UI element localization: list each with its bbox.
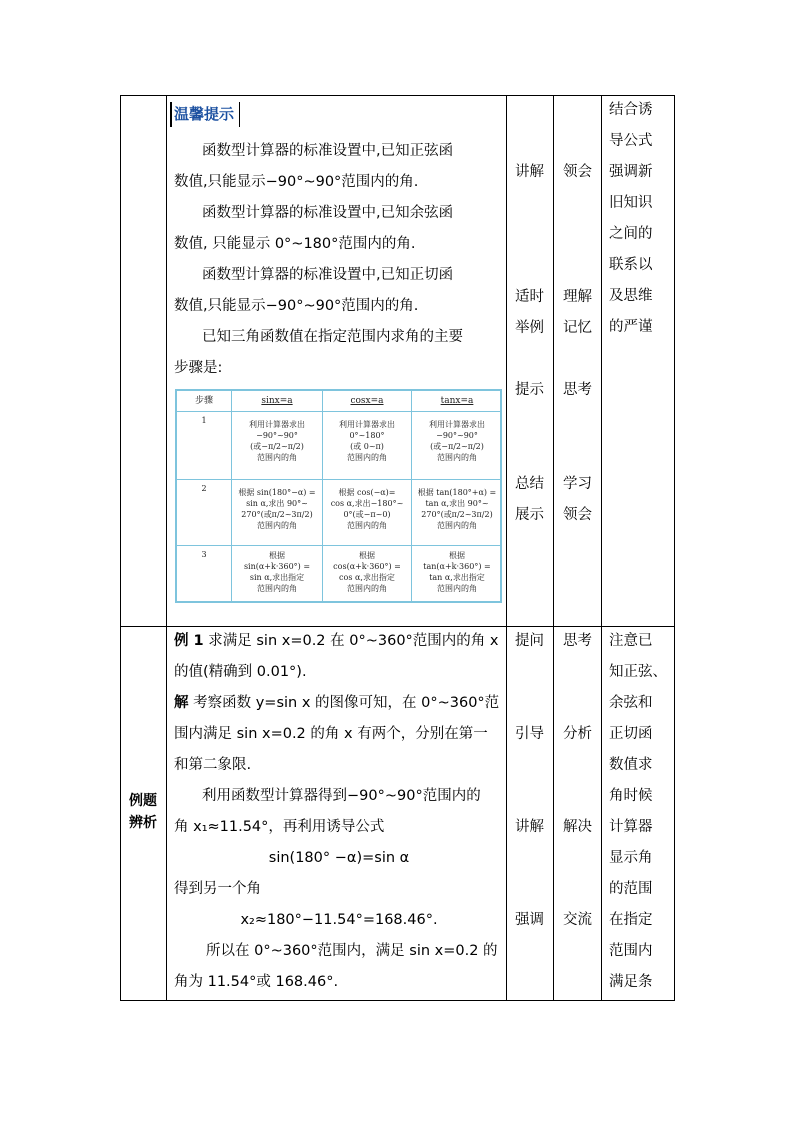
upper-teacher-activity-4: [515, 469, 544, 531]
tip-p1-line2: 数值,只能显示−90°~90°范围内的角.: [174, 174, 419, 190]
upper-student-5: 记忆: [563, 320, 592, 336]
solution-label: 解: [174, 695, 189, 711]
table-border-bottom: [120, 1000, 675, 1001]
upper-student-7: 思考: [563, 382, 592, 398]
example-label: 例 1: [174, 633, 204, 649]
lower-intent-5: 角时候: [609, 788, 653, 804]
upper-teacher-1: [515, 188, 544, 219]
tip-p2-line2: 数值, 只能显示 0°~180°范围内的角.: [174, 236, 416, 252]
upper-intent-4: 之间的: [609, 226, 653, 242]
fig-header-step: 步骤: [194, 396, 213, 406]
upper-teacher-2: [515, 219, 544, 250]
col-divider-5: [674, 95, 675, 1001]
lower-teacher-activity-4: [515, 905, 544, 936]
upper-intent-0: 结合诱: [609, 102, 653, 118]
col-divider-4: [601, 95, 602, 1001]
fig-r1-tan: 利用计算器求出 −90°~90° (或−π/2~π/2) 范围内的角: [429, 420, 485, 462]
upper-teacher-3: [515, 250, 544, 281]
fig-step-1: 1: [201, 416, 207, 425]
solution-text-3: 和第二象限.: [174, 757, 252, 773]
lower-teacher-activity-3: [515, 812, 544, 843]
fig-step-3: 3: [201, 550, 207, 559]
lower-intent-2: 余弦和: [609, 695, 653, 711]
solution-p4-2: 角为 11.54°或 168.46°.: [174, 974, 339, 990]
upper-student-10: 学习: [563, 476, 592, 492]
upper-intent-7: 的严谨: [609, 319, 653, 335]
steps-figure-table: [175, 389, 502, 603]
upper-student-activity-4: [563, 469, 592, 531]
lower-teacher-0: 提问: [515, 633, 544, 649]
upper-student-4: 理解: [563, 289, 592, 305]
lower-teacher-3: 引导: [515, 726, 544, 742]
upper-teacher-11: 展示: [515, 507, 544, 523]
lower-student-activity-2: [563, 719, 592, 750]
tip-paragraphs: [174, 136, 463, 384]
lower-intent-7: 显示角: [609, 850, 653, 866]
lower-student-9: 交流: [563, 912, 592, 928]
lower-intent-9: 在指定: [609, 912, 653, 928]
tip-p4-line2: 步骤是:: [174, 360, 223, 376]
upper-teacher-5: 举例: [515, 320, 544, 336]
fig-r3-sin: 根据 sin(α+k·360°) = sin α,求出指定 范围内的角: [243, 551, 311, 593]
fig-hline-2: [177, 545, 500, 546]
formula-result: x₂≈180°−11.54°=168.46°.: [240, 912, 438, 928]
upper-intent-3: 旧知识: [609, 195, 653, 211]
lower-student-3: 分析: [563, 726, 592, 742]
fig-r2-tan: 根据 tan(180°+α) = tan α,求出 90°~ 270°(或π/2~3π/2) 范围内的角: [417, 488, 497, 530]
solution-line1: [174, 688, 504, 719]
tip-title: 温馨提示: [174, 105, 235, 123]
lower-student-activity-3: [563, 812, 592, 843]
col-divider-3: [553, 95, 554, 1001]
formula-induction: sin(180° −α)=sin α: [268, 850, 410, 866]
tip-p4-line1: 已知三角函数值在指定范围内求角的主要: [202, 329, 463, 345]
example-text-2: 的值(精确到 0.01°).: [174, 664, 307, 680]
lower-teacher-9: 强调: [515, 912, 544, 928]
lower-intent-6: 计算器: [609, 819, 653, 835]
lower-intent-10: 范围内: [609, 943, 653, 959]
tip-p3-line2: 数值,只能显示−90°~90°范围内的角.: [174, 298, 419, 314]
upper-student-activity: [563, 157, 592, 188]
lower-teacher-6: 讲解: [515, 819, 544, 835]
lower-intent-8: 的范围: [609, 881, 653, 897]
upper-design-intent: [609, 95, 653, 343]
lower-intent-1: 知正弦、: [609, 664, 667, 680]
solution-p4-1: 所以在 0°~360°范围内，满足 sin x=0.2 的: [206, 943, 498, 959]
lower-student-activity-4: [563, 905, 592, 936]
tip-bar-left: [170, 102, 172, 127]
fig-header-tan: tanx=a: [440, 396, 474, 406]
upper-teacher-activity: [515, 157, 544, 281]
section-label: [129, 790, 157, 834]
lower-design-intent: [609, 626, 667, 998]
fig-header-sin: sinx=a: [261, 396, 293, 406]
upper-student-11: 领会: [563, 507, 592, 523]
fig-hline-1: [177, 479, 500, 480]
example-line1: [174, 626, 504, 657]
upper-intent-6: 及思维: [609, 288, 653, 304]
fig-r2-cos: 根据 cos(−α)= cos α,求出−180°~ 0°(或−π~0) 范围内的角: [330, 488, 404, 530]
fig-r1-cos: 利用计算器求出 0°~180° (或 0~π) 范围内的角: [339, 420, 395, 462]
section-label-line1: 例题: [129, 793, 157, 809]
upper-student-activity-3: [563, 375, 592, 406]
col-divider-1: [166, 95, 167, 1001]
lower-student-activity: [563, 626, 592, 657]
col-divider-2: [506, 95, 507, 1001]
example-text-1: 求满足 sin x=0.2 在 0°~360°范围内的角 x: [208, 633, 499, 649]
solution-p3: 得到另一个角: [174, 881, 261, 897]
tip-p2-line1: 函数型计算器的标准设置中,已知余弦函: [202, 205, 454, 221]
upper-student-activity-2: [563, 282, 592, 344]
upper-intent-2: 强调新: [609, 164, 653, 180]
tip-p1-line1: 函数型计算器的标准设置中,已知正弦函: [202, 143, 454, 159]
lower-intent-0: 注意已: [609, 633, 653, 649]
fig-header-cos: cosx=a: [350, 396, 384, 406]
solution-text-2: 围内满足 sin x=0.2 的角 x 有两个，分别在第一: [174, 726, 488, 742]
lower-intent-4: 数值求: [609, 757, 653, 773]
section-label-line2: 辨析: [129, 815, 157, 831]
fig-r3-cos: 根据 cos(α+k·360°) = cos α,求出指定 范围内的角: [333, 551, 401, 593]
fig-r2-sin: 根据 sin(180°−α) = sin α,求出 90°~ 270°(或π/2~3π/2) 范围内的角: [238, 488, 316, 530]
upper-student-0: 领会: [563, 164, 592, 180]
upper-teacher-7: 提示: [515, 382, 544, 398]
lower-teacher-activity-2: [515, 719, 544, 750]
fig-step-2: 2: [201, 484, 207, 493]
fig-r3-tan: 根据 tan(α+k·360°) = tan α,求出指定 范围内的角: [423, 551, 491, 593]
col-divider-0: [120, 95, 121, 1001]
tip-bar-right: [239, 102, 240, 127]
upper-teacher-4: 适时: [515, 289, 544, 305]
lower-intent-11: 满足条: [609, 974, 653, 990]
lower-teacher-activity: [515, 626, 544, 657]
lower-student-6: 解决: [563, 819, 592, 835]
upper-teacher-10: 总结: [515, 476, 544, 492]
upper-teacher-0: 讲解: [515, 164, 544, 180]
solution-p2-2: 角 x₁≈11.54°，再利用诱导公式: [174, 819, 385, 835]
solution-p2-1: 利用函数型计算器得到−90°~90°范围内的: [202, 788, 481, 804]
table-border-top: [120, 95, 675, 96]
upper-teacher-activity-2: [515, 282, 544, 344]
upper-intent-1: 导公式: [609, 133, 653, 149]
lower-student-0: 思考: [563, 633, 592, 649]
lower-intent-3: 正切函: [609, 726, 653, 742]
fig-r1-sin: 利用计算器求出 −90°~90° (或−π/2~π/2) 范围内的角: [249, 420, 305, 462]
tip-p3-line1: 函数型计算器的标准设置中,已知正切函: [202, 267, 454, 283]
solution-text-1: 考察函数 y=sin x 的图像可知，在 0°~360°范: [193, 695, 500, 711]
upper-intent-5: 联系以: [609, 257, 653, 273]
upper-teacher-activity-3: [515, 375, 544, 406]
example-content: [174, 626, 504, 998]
